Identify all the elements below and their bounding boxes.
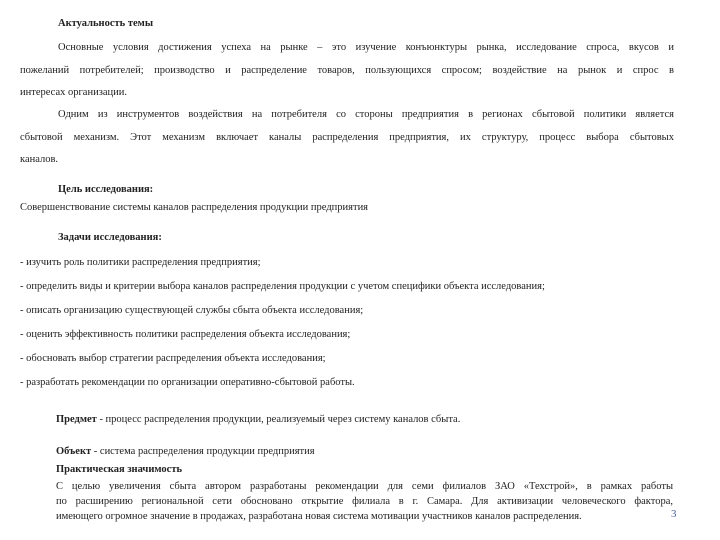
relevance-paragraph-1-line-1: Основные условия достижения успеха на рынке – это изучение конъюнктуры рынка, исследование спроса, вкусов и [58, 42, 674, 53]
relevance-paragraph-2-line-2: сбытовой механизм. Этот механизм включает каналы распределения предприятия, их структуру, процесс выбора сбытовых [20, 132, 674, 143]
page-number: 3 [671, 508, 677, 520]
relevance-heading: Актуальность темы [58, 18, 154, 29]
relevance-paragraph-1-line-2: пожеланий потребителей; производство и распределение товаров, пользующихся спросом; воздействие на рынок и спрос в [20, 65, 674, 76]
practical-heading: Практическая значимость [56, 464, 183, 475]
task-item: - описать организацию существующей службы сбыта объекта исследования; [20, 305, 364, 316]
goal-text: Совершенствование системы каналов распределения продукции предприятия [20, 202, 369, 213]
relevance-paragraph-2-line-1: Одним из инструментов воздействия на потребителя со стороны предприятия в регионах сбытовой политики является [58, 109, 674, 120]
object-line [56, 445, 315, 458]
object-label: Объект [56, 446, 92, 457]
practical-line-1: С целью увеличения сбыта автором разработаны рекомендации для семи филиалов ЗАО «Техстрой», в рамках работы [56, 481, 673, 492]
object-text: - система распределения продукции предприятия [91, 446, 315, 457]
practical-line-2: по расширению региональной сети обосновано открытие филиала в г. Самара. Для активизации человеческого фактора, [56, 496, 673, 507]
subject-text: - процесс распределения продукции, реализуемый через систему каналов сбыта. [96, 414, 461, 425]
practical-line-3: имеющего огромное значение в продажах, разработана новая система мотивации участников каналов распределения. [56, 511, 582, 522]
subject-line [56, 413, 460, 426]
subject-label: Предмет [56, 414, 97, 425]
task-item: - определить виды и критерии выбора каналов распределения продукции с учетом специфики объекта исследования; [20, 281, 545, 292]
tasks-heading: Задачи исследования: [58, 232, 162, 243]
task-item: - изучить роль политики распределения предприятия; [20, 257, 261, 268]
relevance-paragraph-1-line-3: интересах организации. [20, 87, 127, 98]
goal-heading: Цель исследования: [58, 184, 154, 195]
task-item: - обосновать выбор стратегии распределения объекта исследования; [20, 353, 326, 364]
task-item: - разработать рекомендации по организации оперативно-сбытовой работы. [20, 377, 355, 388]
task-item: - оценить эффективность политики распределения объекта исследования; [20, 329, 351, 340]
relevance-paragraph-2-line-3: каналов. [20, 154, 59, 165]
